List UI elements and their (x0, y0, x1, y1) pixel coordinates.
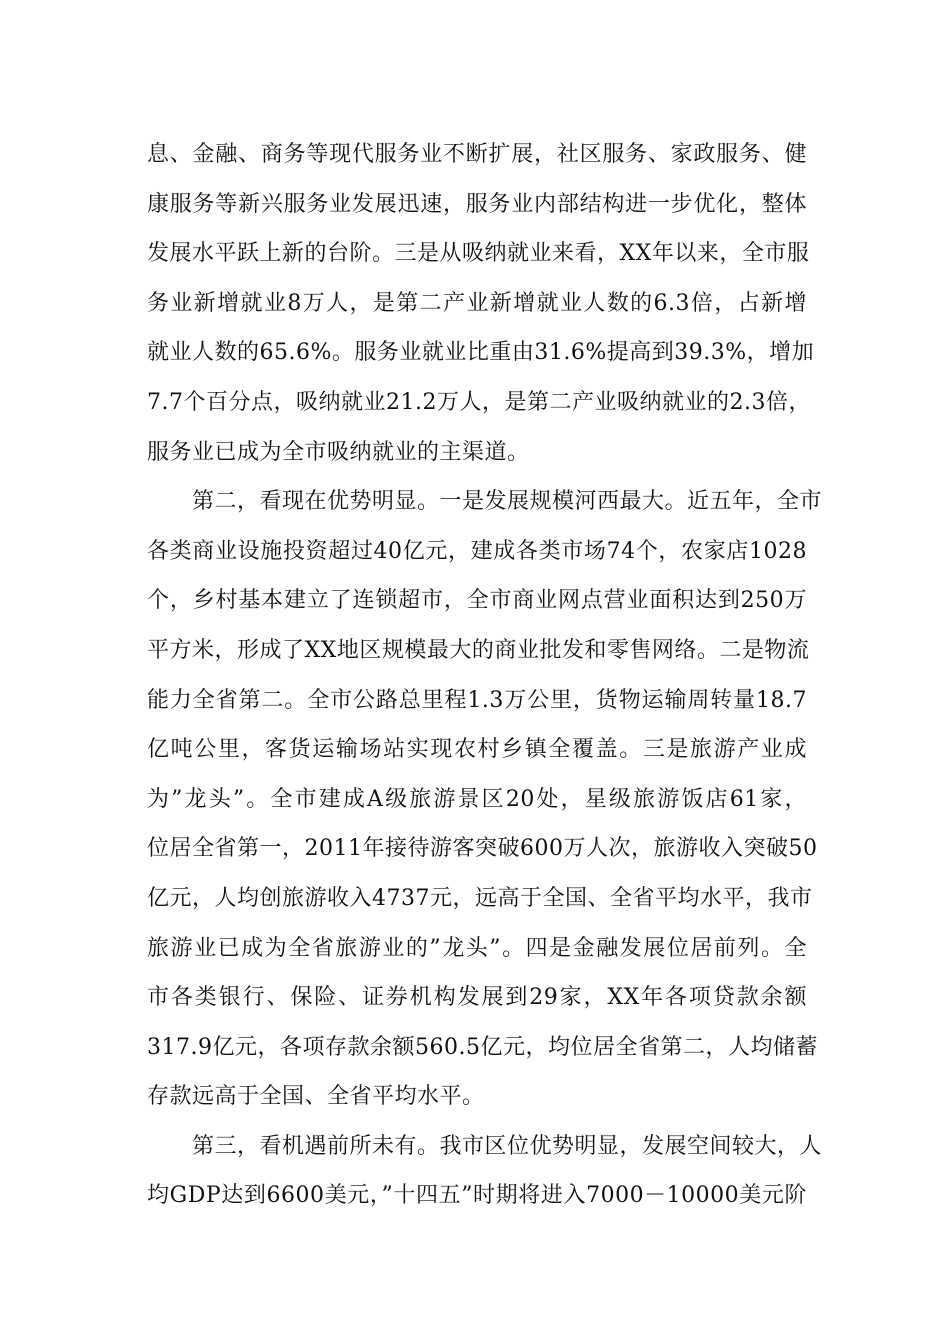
text-line: 亿元，人均创旅游收入4737元，远高于全国、全省平均水平，我市 (147, 885, 813, 911)
text-line: 旅游业已成为全省旅游业的”龙头”。四是金融发展位居前列。全 (147, 935, 807, 961)
text-line: 为”龙头”。全市建成A级旅游景区20处，星级旅游饭店61家， (147, 786, 807, 812)
text-line: 市各类银行、保险、证券机构发展到29家，XX年各项贷款余额 (147, 985, 807, 1011)
text-line: 亿吨公里，客货运输场站实现农村乡镇全覆盖。三是旅游产业成 (147, 737, 807, 763)
text-line: 317.9亿元，各项存款余额560.5亿元，均位居全省第二，人均储蓄 (147, 1034, 818, 1060)
text-line: 服务业已成为全市吸纳就业的主渠道。 (147, 439, 530, 465)
text-line: 平方米，形成了XX地区规模最大的商业批发和零售网络。二是物流 (147, 637, 810, 663)
text-line: 7.7个百分点，吸纳就业21.2万人，是第二产业吸纳就业的2.3倍， (147, 389, 811, 415)
text-line: 发展水平跃上新的台阶。三是从吸纳就业来看，XX年以来，全市服 (147, 241, 810, 267)
text-line: 存款远高于全国、全省平均水平。 (147, 1084, 485, 1110)
text-line: 务业新增就业8万人，是第二产业新增就业人数的6.3倍，占新增 (147, 290, 807, 316)
text-line: 息、金融、商务等现代服务业不断扩展，社区服务、家政服务、健 (147, 142, 807, 167)
text-line: 第三，看机遇前所未有。我市区位优势明显，发展空间较大，人 (147, 1133, 823, 1159)
text-line: 均GDP达到6600美元，”十四五”时期将进入7000－10000美元阶 (147, 1183, 807, 1209)
body-text (147, 130, 823, 1221)
text-line: 第二，看现在优势明显。一是发展规模河西最大。近五年，全市 (147, 489, 823, 515)
text-line: 就业人数的65.6%。服务业就业比重由31.6%提高到39.3%，增加 (147, 340, 815, 366)
text-line: 能力全省第二。全市公路总里程1.3万公里，货物运输周转量18.7 (147, 687, 807, 713)
text-line: 各类商业设施投资超过40亿元，建成各类市场74个，农家店1028 (147, 538, 807, 564)
text-line: 个，乡村基本建立了连锁超市，全市商业网点营业面积达到250万 (147, 588, 807, 614)
text-line: 位居全省第一，2011年接待游客突破600万人次，旅游收入突破50 (147, 836, 818, 862)
text-line: 康服务等新兴服务业发展迅速，服务业内部结构进一步优化，整体 (147, 191, 807, 217)
